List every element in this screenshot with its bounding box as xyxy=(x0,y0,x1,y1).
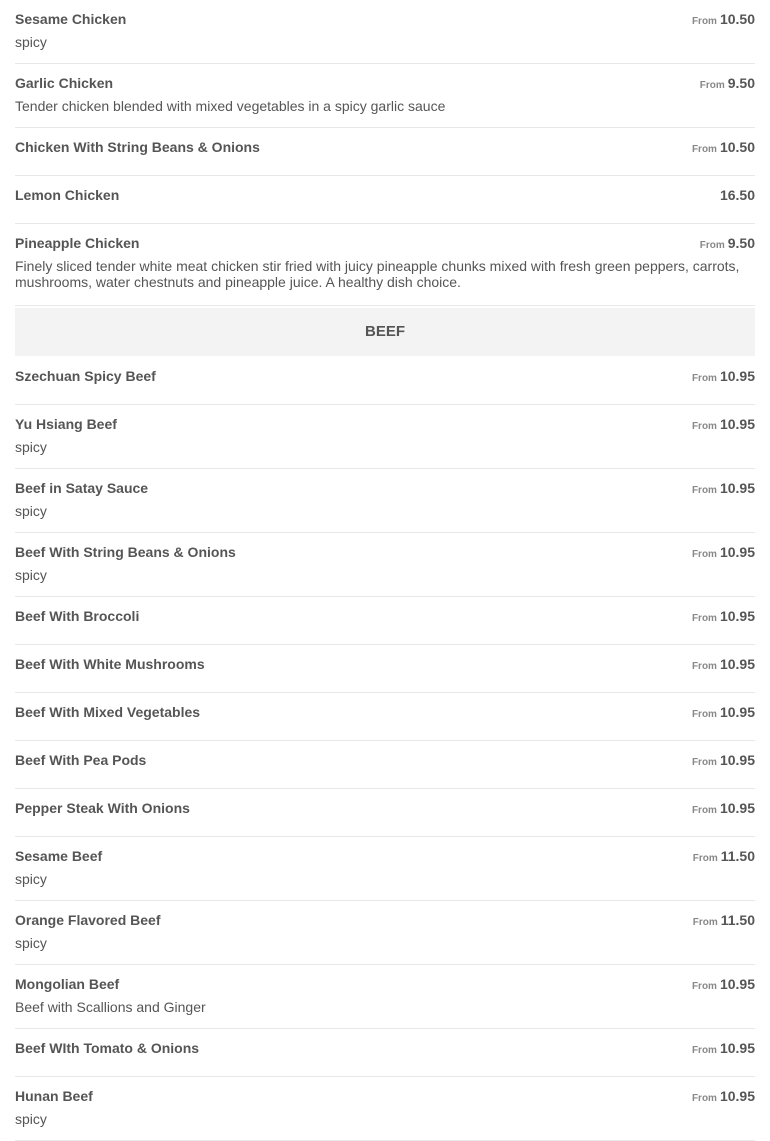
menu-item-beef-with-white-mushrooms[interactable] xyxy=(15,645,755,693)
price-amount: 10.50 xyxy=(719,11,755,27)
menu-item-garlic-chicken[interactable] xyxy=(15,64,755,128)
price-amount: 10.95 xyxy=(719,480,755,496)
price-from-label: From xyxy=(691,1045,717,1056)
price-from-label: From xyxy=(691,549,717,560)
price-amount: 10.95 xyxy=(719,608,755,624)
menu-item-pineapple-chicken[interactable] xyxy=(15,224,755,306)
menu-item-price xyxy=(720,187,755,205)
menu-item-hunan-beef[interactable] xyxy=(15,1077,755,1141)
menu-item-szechuan-spicy-beef[interactable] xyxy=(15,357,755,405)
menu-item-price xyxy=(693,848,755,866)
menu-item-price xyxy=(692,139,755,157)
menu-item-description: spicy xyxy=(15,503,47,519)
price-amount: 11.50 xyxy=(720,912,755,928)
price-amount: 10.95 xyxy=(719,416,755,432)
menu-item-name: Szechuan Spicy Beef xyxy=(15,368,156,384)
menu-item-name: Mongolian Beef xyxy=(15,976,120,992)
price-amount: 10.95 xyxy=(719,656,755,672)
menu-item-price xyxy=(692,752,755,770)
menu-item-name: Orange Flavored Beef xyxy=(15,912,161,928)
menu-item-price xyxy=(692,656,755,674)
category-header-beef: BEEF xyxy=(15,308,755,356)
menu-item-chicken-with-string-beans-and-onions[interactable] xyxy=(15,128,755,176)
price-amount: 10.95 xyxy=(719,544,755,560)
menu-item-price xyxy=(692,704,755,722)
price-from-label: From xyxy=(691,421,717,432)
price-from-label: From xyxy=(691,144,717,155)
menu-item-price xyxy=(692,480,755,498)
menu-item-name: Lemon Chicken xyxy=(15,187,120,203)
menu-item-description: spicy xyxy=(15,34,47,50)
menu-item-price xyxy=(692,800,755,818)
menu-item-beef-in-satay-sauce[interactable] xyxy=(15,469,755,533)
price-from-label: From xyxy=(691,1093,717,1104)
price-amount: 9.50 xyxy=(727,75,755,91)
menu-item-mongolian-beef[interactable] xyxy=(15,965,755,1029)
menu-item-name: Beef With String Beans & Onions xyxy=(15,544,236,560)
price-from-label: From xyxy=(691,981,717,992)
menu-item-price xyxy=(692,976,755,994)
menu-item-name: Chicken With String Beans & Onions xyxy=(15,139,260,155)
menu-item-name: Pepper Steak With Onions xyxy=(15,800,190,816)
price-amount: 10.95 xyxy=(719,368,755,384)
menu-item-description: Tender chicken blended with mixed vegetables in a spicy garlic sauce xyxy=(15,98,446,114)
price-amount: 10.95 xyxy=(719,976,755,992)
price-amount: 10.50 xyxy=(719,139,755,155)
menu-item-name: Beef With Mixed Vegetables xyxy=(15,704,201,720)
menu-item-lemon-chicken[interactable] xyxy=(15,176,755,224)
menu-item-price xyxy=(692,11,755,29)
menu-item-sesame-beef[interactable] xyxy=(15,837,755,901)
menu-item-price xyxy=(692,1088,755,1106)
menu-item-description: spicy xyxy=(15,1111,47,1127)
price-amount: 16.50 xyxy=(719,187,755,203)
menu-item-description: spicy xyxy=(15,567,47,583)
menu-item-price xyxy=(700,75,755,93)
menu-item-yu-hsiang-beef[interactable] xyxy=(15,405,755,469)
price-amount: 9.50 xyxy=(727,235,755,251)
menu-item-name: Pineapple Chicken xyxy=(15,235,140,251)
menu-item-beef-with-tomato-and-onions[interactable] xyxy=(15,1029,755,1077)
menu-item-price xyxy=(692,608,755,626)
menu-item-description: Beef with Scallions and Ginger xyxy=(15,999,206,1015)
menu-item-price xyxy=(692,368,755,386)
menu-item-name: Beef in Satay Sauce xyxy=(15,480,149,496)
menu-item-name: Garlic Chicken xyxy=(15,75,114,91)
price-from-label: From xyxy=(699,240,725,251)
price-from-label: From xyxy=(691,661,717,672)
price-amount: 10.95 xyxy=(719,752,755,768)
menu-item-name: Beef With Broccoli xyxy=(15,608,140,624)
menu-item-pepper-steak-with-onions[interactable] xyxy=(15,789,755,837)
menu-item-orange-flavored-beef[interactable] xyxy=(15,901,755,965)
price-from-label: From xyxy=(691,709,717,720)
menu-item-description: spicy xyxy=(15,439,47,455)
menu-item-name: Yu Hsiang Beef xyxy=(15,416,117,432)
menu-item-beef-with-mixed-vegetables[interactable] xyxy=(15,693,755,741)
menu-item-price xyxy=(700,235,755,253)
menu-item-beef-with-broccoli[interactable] xyxy=(15,597,755,645)
menu-item-price xyxy=(692,544,755,562)
menu-item-sesame-chicken[interactable] xyxy=(15,0,755,64)
price-from-label: From xyxy=(692,917,718,928)
menu-item-beef-with-string-beans-and-onions[interactable] xyxy=(15,533,755,597)
price-from-label: From xyxy=(691,16,717,27)
menu-item-price xyxy=(692,1040,755,1058)
menu-item-name: Sesame Beef xyxy=(15,848,103,864)
price-from-label: From xyxy=(691,373,717,384)
price-from-label: From xyxy=(691,805,717,816)
menu-item-name: Beef With White Mushrooms xyxy=(15,656,205,672)
menu-item-name: Beef With Pea Pods xyxy=(15,752,147,768)
price-amount: 10.95 xyxy=(719,1088,755,1104)
menu-item-description: spicy xyxy=(15,935,47,951)
menu-item-price xyxy=(692,416,755,434)
menu-item-name: Sesame Chicken xyxy=(15,11,127,27)
menu-item-name: Hunan Beef xyxy=(15,1088,93,1104)
menu-item-beef-with-pea-pods[interactable] xyxy=(15,741,755,789)
price-from-label: From xyxy=(691,613,717,624)
price-amount: 11.50 xyxy=(720,848,755,864)
price-amount: 10.95 xyxy=(719,800,755,816)
price-from-label: From xyxy=(691,485,717,496)
price-from-label: From xyxy=(691,757,717,768)
menu-item-name: Beef WIth Tomato & Onions xyxy=(15,1040,200,1056)
price-amount: 10.95 xyxy=(719,1040,755,1056)
menu-item-description: Finely sliced tender white meat chicken stir fried with juicy pineapple chunks mixed with fresh green peppers, carrots, mushrooms, water chestnuts and pineapple juice. A healthy dish choice. xyxy=(15,258,740,290)
menu-item-price xyxy=(693,912,755,930)
menu-item-description: spicy xyxy=(15,871,47,887)
price-from-label: From xyxy=(692,853,718,864)
price-amount: 10.95 xyxy=(719,704,755,720)
price-from-label: From xyxy=(699,80,725,91)
